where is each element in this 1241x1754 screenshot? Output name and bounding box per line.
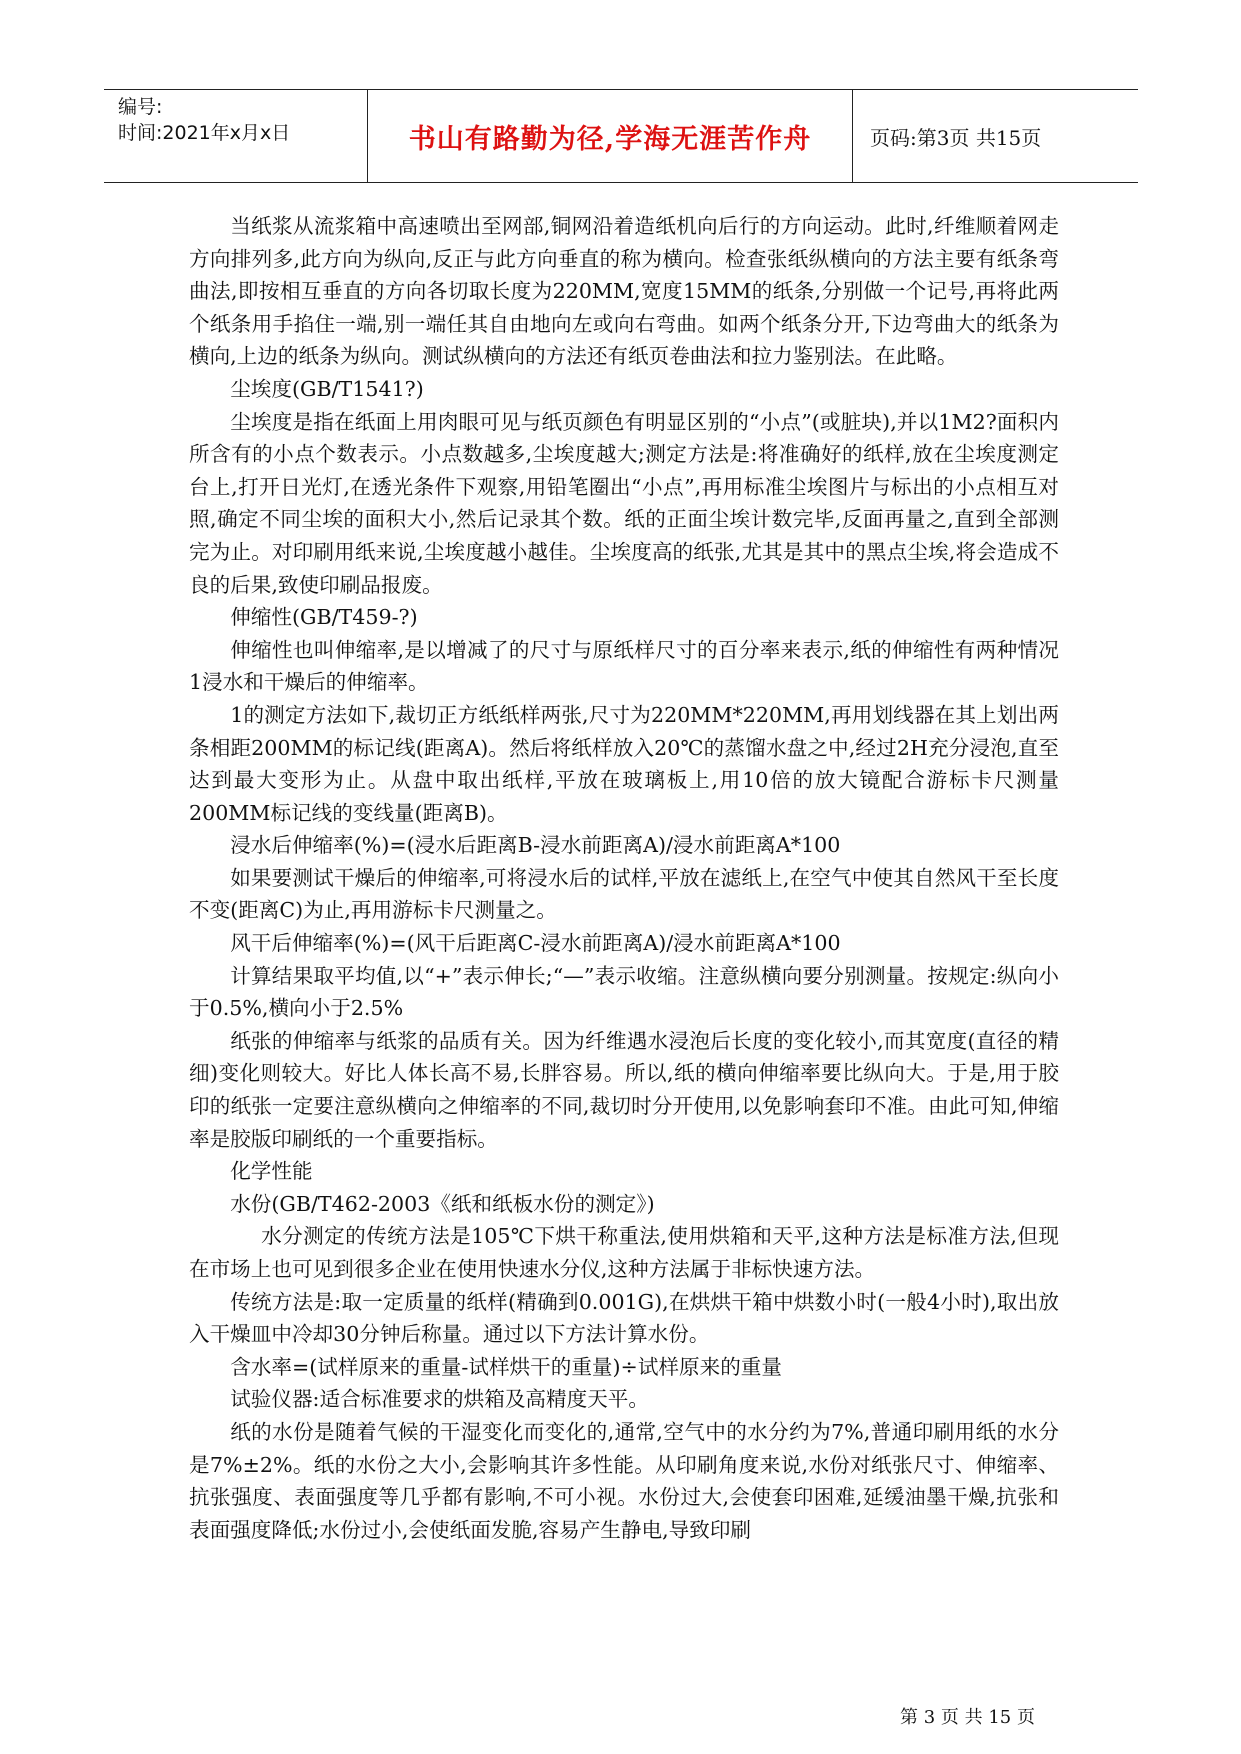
section-heading: 化学性能	[230, 1159, 313, 1184]
paragraph: 传统方法是:取一定质量的纸样(精确到0.001G),在烘烘干箱中烘数小时(一般4小时),取出放入干燥皿中冷却30分钟后称量。通过以下方法计算水份。	[189, 1289, 1059, 1347]
paragraph: 伸缩性也叫伸缩率,是以增减了的尺寸与原纸样尺寸的百分率来表示,纸的伸缩性有两种情况1浸水和干燥后的伸缩率。	[189, 637, 1059, 695]
document-number-label: 编号:	[118, 96, 163, 118]
paragraph: 水分测定的传统方法是105℃下烘干称重法,使用烘箱和天平,这种方法是标准方法,但现在市场上也可见到很多企业在使用快速水分仪,这种方法属于非标快速方法。	[189, 1224, 1059, 1281]
paragraph: 纸张的伸缩率与纸浆的品质有关。因为纤维遇水浸泡后长度的变化较小,而其宽度(直径的精细)变化则较大。好比人体长高不易,长胖容易。所以,纸的横向伸缩率要比纵向大。于是,用于胶印的纸张一定要注意纵横向之伸缩率的不同,裁切时分开使用,以免影响套印不准。由此可知,伸缩率是胶版印刷纸的一个重要指标。	[189, 1028, 1059, 1151]
document-time-label: 时间:2021年x月x日	[118, 122, 291, 144]
paragraph: 当纸浆从流浆箱中高速喷出至网部,铜网沿着造纸机向后行的方向运动。此时,纤维顺着网走方向排列多,此方向为纵向,反正与此方向垂直的称为横向。检查张纸纵横向的方法主要有纸条弯曲法,即按相互垂直的方向各切取长度为220MM,宽度15MM的纸条,分别做一个记号,再将此两个纸条用手掐住一端,别一端任其自由地向左或向右弯曲。如两个纸条分开,下边弯曲大的纸条为横向,上边的纸条为纵向。测试纵横向的方法还有纸页卷曲法和拉力鉴别法。在此略。	[189, 214, 1059, 369]
paragraph: 如果要测试干燥后的伸缩率,可将浸水后的试样,平放在滤纸上,在空气中使其自然风干至长度不变(距离C)为止,再用游标卡尺测量之。	[189, 865, 1059, 923]
page-footer: 第 3 页 共 15 页	[900, 1707, 1035, 1728]
header-motto: 书山有路勤为径,学海无涯苦作舟	[408, 123, 812, 155]
section-heading: 水份(GB/T462-2003《纸和纸板水份的测定》)	[230, 1191, 655, 1216]
section-heading: 伸缩性(GB/T459-?)	[230, 605, 418, 630]
paragraph: 尘埃度是指在纸面上用肉眼可见与纸页颜色有明显区别的“小点”(或脏块),并以1M2?面积内所含有的小点个数表示。小点数越多,尘埃度越大;测定方法是:将准确好的纸样,放在尘埃度测定台上,打开日光灯,在透光条件下观察,用铅笔圈出“小点”,再用标准尘埃图片与标出的小点相互对照,确定不同尘埃的面积大小,然后记录其个数。纸的正面尘埃计数完毕,反面再量之,直到全部测完为止。对印刷用纸来说,尘埃度越小越佳。尘埃度高的纸张,尤其是其中的黑点尘埃,将会造成不良的后果,致使印刷品报废。	[189, 409, 1059, 597]
document-body	[189, 210, 1059, 1546]
formula-line: 风干后伸缩率(%)=(风干后距离C-浸水前距离A)/浸水前距离A*100	[230, 931, 841, 956]
paragraph: 计算结果取平均值,以“+”表示伸长;“—”表示收缩。注意纵横向要分别测量。按规定:纵向小于0.5%,横向小于2.5%	[189, 963, 1059, 1021]
formula-line: 浸水后伸缩率(%)=(浸水后距离B-浸水前距离A)/浸水前距离A*100	[230, 833, 841, 858]
header-meta-cell	[104, 90, 368, 182]
header-page-cell	[854, 90, 1138, 182]
paragraph: 试验仪器:适合标准要求的烘箱及高精度天平。	[230, 1387, 649, 1412]
header-motto-cell	[368, 90, 853, 182]
document-header	[104, 89, 1138, 183]
formula-line: 含水率=(试样原来的重量-试样烘干的重量)÷试样原来的重量	[230, 1354, 782, 1379]
section-heading: 尘埃度(GB/T1541?)	[230, 376, 424, 401]
paragraph: 纸的水份是随着气候的干湿变化而变化的,通常,空气中的水分约为7%,普通印刷用纸的水分是7%±2%。纸的水份之大小,会影响其许多性能。从印刷角度来说,水份对纸张尺寸、伸缩率、抗张强度、表面强度等几乎都有影响,不可小视。水份过大,会使套印困难,延缓油墨干燥,抗张和表面强度降低;水份过小,会使纸面发脆,容易产生静电,导致印刷	[189, 1419, 1059, 1542]
header-page-info: 页码:第3页 共15页	[870, 125, 1042, 150]
paragraph: 1的测定方法如下,裁切正方纸纸样两张,尺寸为220MM*220MM,再用划线器在其上划出两条相距200MM的标记线(距离A)。然后将纸样放入20℃的蒸馏水盘之中,经过2H充分浸泡,直至达到最大变形为止。从盘中取出纸样,平放在玻璃板上,用10倍的放大镜配合游标卡尺测量200MM标记线的变线量(距离B)。	[189, 702, 1059, 825]
